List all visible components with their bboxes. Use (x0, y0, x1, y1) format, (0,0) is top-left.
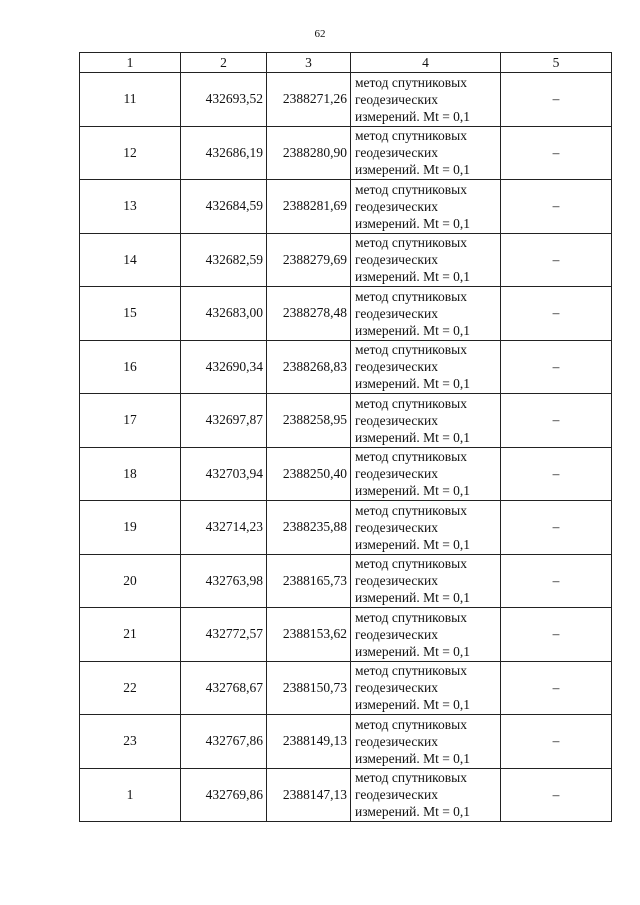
header-col-4: 4 (351, 53, 501, 73)
method-line: метод спутниковых (355, 770, 467, 786)
method-cell (351, 768, 501, 822)
table-row (80, 287, 612, 341)
method-line: геодезических (355, 733, 438, 749)
method-cell (351, 608, 501, 662)
y-coordinate-cell: 2388280,90 (267, 126, 351, 180)
note-cell: – (501, 608, 612, 662)
method-cell (351, 73, 501, 127)
x-coordinate-cell: 432768,67 (181, 661, 267, 715)
method-line: метод спутниковых (355, 128, 467, 144)
x-coordinate-cell: 432693,52 (181, 73, 267, 127)
method-cell (351, 180, 501, 234)
method-cell (351, 233, 501, 287)
y-coordinate-cell: 2388147,13 (267, 768, 351, 822)
method-line: метод спутниковых (355, 716, 467, 732)
method-cell (351, 501, 501, 555)
method-line: измерений. Mt = 0,1 (355, 269, 471, 285)
table-row (80, 715, 612, 769)
method-line: метод спутниковых (355, 288, 467, 304)
header-col-1: 1 (80, 53, 181, 73)
point-number-cell: 20 (80, 554, 181, 608)
table-row (80, 447, 612, 501)
note-cell: – (501, 501, 612, 555)
header-col-2: 2 (181, 53, 267, 73)
point-number-cell: 23 (80, 715, 181, 769)
y-coordinate-cell: 2388153,62 (267, 608, 351, 662)
header-row (80, 53, 612, 73)
method-line: измерений. Mt = 0,1 (355, 697, 471, 713)
point-number-cell: 1 (80, 768, 181, 822)
x-coordinate-cell: 432703,94 (181, 447, 267, 501)
method-line: геодезических (355, 573, 438, 589)
x-coordinate-cell: 432767,86 (181, 715, 267, 769)
point-number-cell: 17 (80, 394, 181, 448)
method-line: измерений. Mt = 0,1 (355, 804, 471, 820)
y-coordinate-cell: 2388271,26 (267, 73, 351, 127)
method-line: метод спутниковых (355, 181, 467, 197)
y-coordinate-cell: 2388165,73 (267, 554, 351, 608)
y-coordinate-cell: 2388268,83 (267, 340, 351, 394)
method-line: измерений. Mt = 0,1 (355, 643, 471, 659)
method-line: геодезических (355, 787, 438, 803)
x-coordinate-cell: 432683,00 (181, 287, 267, 341)
point-number-cell: 11 (80, 73, 181, 127)
method-cell (351, 394, 501, 448)
x-coordinate-cell: 432684,59 (181, 180, 267, 234)
y-coordinate-cell: 2388235,88 (267, 501, 351, 555)
note-cell: – (501, 73, 612, 127)
x-coordinate-cell: 432686,19 (181, 126, 267, 180)
method-line: геодезических (355, 305, 438, 321)
x-coordinate-cell: 432682,59 (181, 233, 267, 287)
table-row (80, 554, 612, 608)
method-line: геодезических (355, 626, 438, 642)
note-cell: – (501, 554, 612, 608)
point-number-cell: 18 (80, 447, 181, 501)
method-line: измерений. Mt = 0,1 (355, 750, 471, 766)
note-cell: – (501, 447, 612, 501)
y-coordinate-cell: 2388250,40 (267, 447, 351, 501)
method-line: геодезических (355, 359, 438, 375)
point-number-cell: 12 (80, 126, 181, 180)
method-line: метод спутниковых (355, 342, 467, 358)
method-line: метод спутниковых (355, 74, 467, 90)
note-cell: – (501, 180, 612, 234)
method-line: геодезических (355, 198, 438, 214)
method-line: измерений. Mt = 0,1 (355, 376, 471, 392)
note-cell: – (501, 715, 612, 769)
method-line: геодезических (355, 145, 438, 161)
coordinates-table (79, 52, 612, 822)
method-line: геодезических (355, 466, 438, 482)
y-coordinate-cell: 2388279,69 (267, 233, 351, 287)
note-cell: – (501, 661, 612, 715)
method-line: метод спутниковых (355, 449, 467, 465)
table-row (80, 394, 612, 448)
method-line: геодезических (355, 91, 438, 107)
table-row (80, 608, 612, 662)
method-line: метод спутниковых (355, 502, 467, 518)
table-row (80, 661, 612, 715)
table-row (80, 768, 612, 822)
note-cell: – (501, 394, 612, 448)
header-col-3: 3 (267, 53, 351, 73)
point-number-cell: 13 (80, 180, 181, 234)
point-number-cell: 21 (80, 608, 181, 662)
x-coordinate-cell: 432690,34 (181, 340, 267, 394)
method-cell (351, 340, 501, 394)
method-line: геодезических (355, 252, 438, 268)
x-coordinate-cell: 432772,57 (181, 608, 267, 662)
x-coordinate-cell: 432763,98 (181, 554, 267, 608)
point-number-cell: 15 (80, 287, 181, 341)
method-line: измерений. Mt = 0,1 (355, 108, 471, 124)
method-cell (351, 554, 501, 608)
method-line: геодезических (355, 412, 438, 428)
method-line: метод спутниковых (355, 235, 467, 251)
note-cell: – (501, 287, 612, 341)
table-row (80, 501, 612, 555)
table-row (80, 126, 612, 180)
method-line: метод спутниковых (355, 663, 467, 679)
table-body (80, 73, 612, 822)
method-line: геодезических (355, 680, 438, 696)
method-line: измерений. Mt = 0,1 (355, 162, 471, 178)
method-line: измерений. Mt = 0,1 (355, 536, 471, 552)
note-cell: – (501, 340, 612, 394)
point-number-cell: 22 (80, 661, 181, 715)
y-coordinate-cell: 2388258,95 (267, 394, 351, 448)
y-coordinate-cell: 2388278,48 (267, 287, 351, 341)
x-coordinate-cell: 432769,86 (181, 768, 267, 822)
point-number-cell: 16 (80, 340, 181, 394)
y-coordinate-cell: 2388149,13 (267, 715, 351, 769)
table-row (80, 180, 612, 234)
note-cell: – (501, 768, 612, 822)
method-cell (351, 126, 501, 180)
x-coordinate-cell: 432714,23 (181, 501, 267, 555)
method-cell (351, 715, 501, 769)
method-line: метод спутниковых (355, 395, 467, 411)
note-cell: – (501, 126, 612, 180)
method-cell (351, 287, 501, 341)
method-line: геодезических (355, 519, 438, 535)
page-number: 62 (314, 28, 326, 40)
method-line: измерений. Mt = 0,1 (355, 429, 471, 445)
method-line: измерений. Mt = 0,1 (355, 322, 471, 338)
method-line: измерений. Mt = 0,1 (355, 590, 471, 606)
method-line: измерений. Mt = 0,1 (355, 483, 471, 499)
point-number-cell: 14 (80, 233, 181, 287)
method-line: измерений. Mt = 0,1 (355, 215, 471, 231)
table-row (80, 233, 612, 287)
table-row (80, 73, 612, 127)
method-cell (351, 447, 501, 501)
y-coordinate-cell: 2388281,69 (267, 180, 351, 234)
table-row (80, 340, 612, 394)
x-coordinate-cell: 432697,87 (181, 394, 267, 448)
y-coordinate-cell: 2388150,73 (267, 661, 351, 715)
method-cell (351, 661, 501, 715)
method-line: метод спутниковых (355, 609, 467, 625)
method-line: метод спутниковых (355, 556, 467, 572)
header-col-5: 5 (501, 53, 612, 73)
point-number-cell: 19 (80, 501, 181, 555)
note-cell: – (501, 233, 612, 287)
